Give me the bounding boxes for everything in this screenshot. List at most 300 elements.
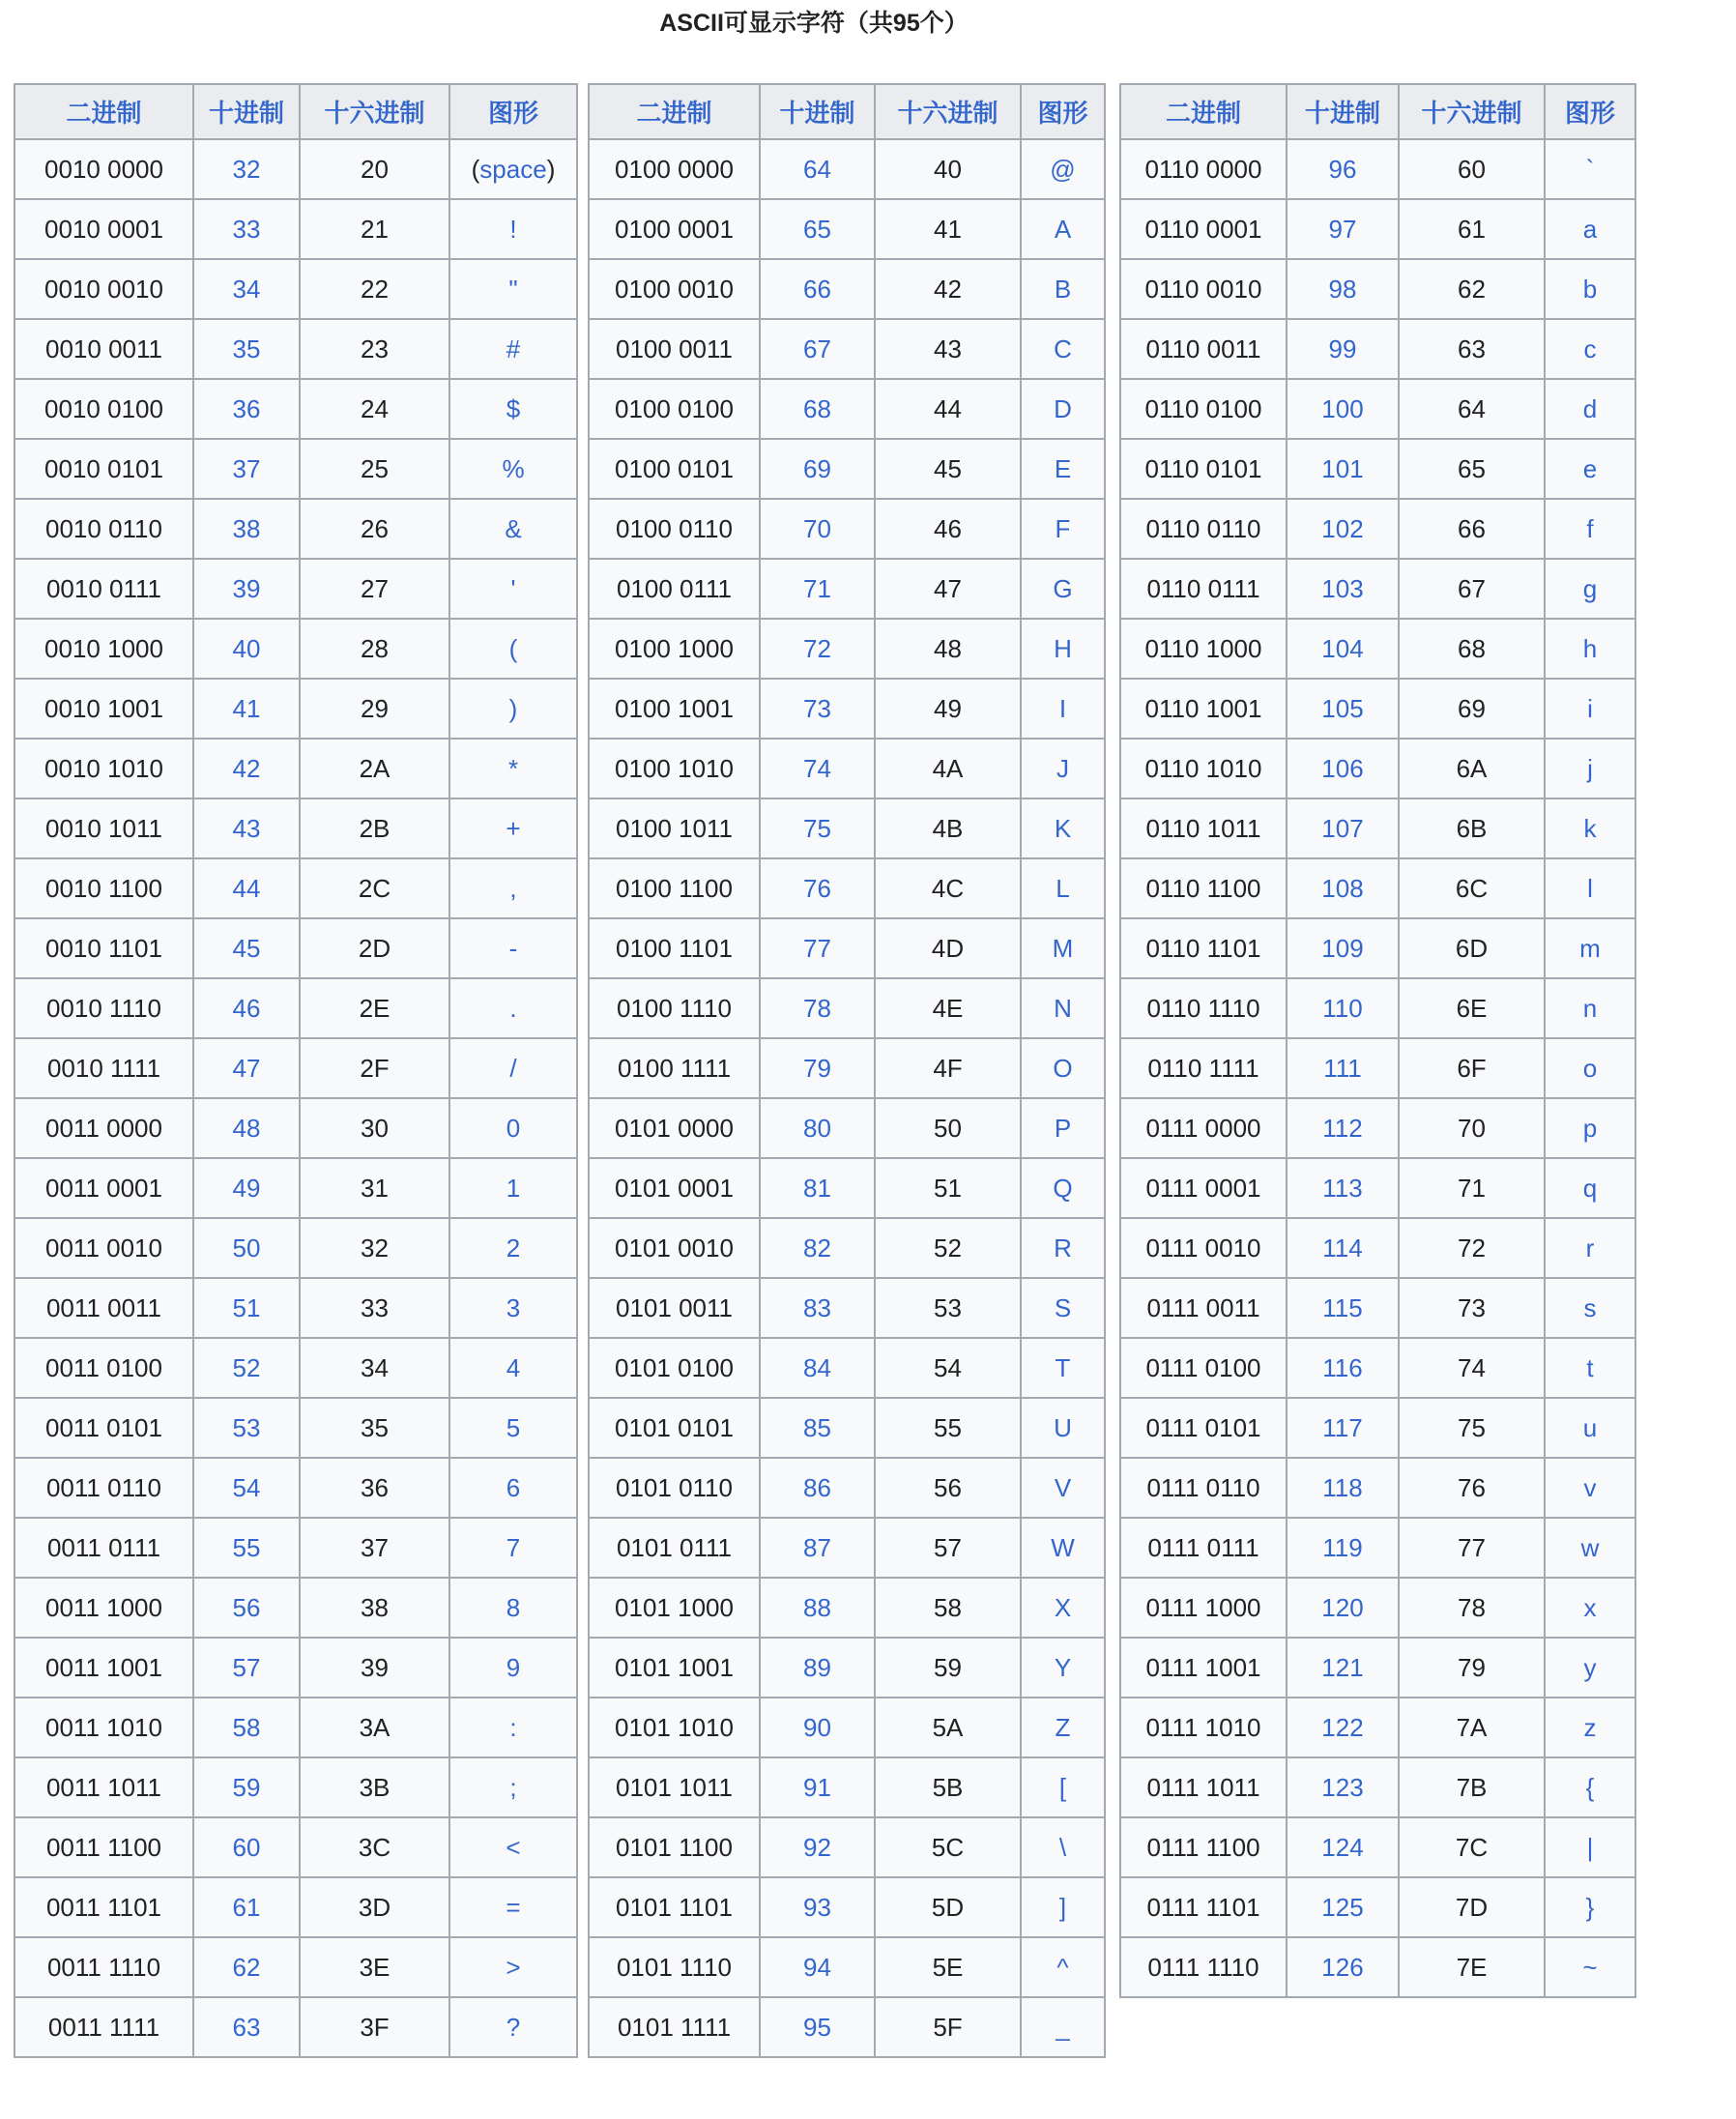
hex-cell: 21 xyxy=(300,199,449,259)
decimal-link[interactable]: 86 xyxy=(760,1458,875,1518)
decimal-link[interactable]: 102 xyxy=(1287,499,1399,559)
glyph-link[interactable]: 8 xyxy=(449,1578,577,1638)
decimal-link[interactable]: 83 xyxy=(760,1278,875,1338)
hex-cell: 67 xyxy=(1399,559,1545,619)
table-row xyxy=(1120,918,1635,978)
glyph-link[interactable]: k xyxy=(1545,798,1635,858)
decimal-link[interactable]: 74 xyxy=(760,739,875,798)
decimal-link[interactable]: 111 xyxy=(1287,1038,1399,1098)
col-header-hex[interactable]: 十六进制 xyxy=(875,84,1021,139)
decimal-link[interactable]: 34 xyxy=(193,259,300,319)
decimal-link[interactable]: 54 xyxy=(193,1458,300,1518)
glyph-link[interactable]: \ xyxy=(1021,1817,1105,1877)
decimal-link[interactable]: 40 xyxy=(193,619,300,679)
glyph-link[interactable]: K xyxy=(1021,798,1105,858)
glyph-link[interactable]: L xyxy=(1021,858,1105,918)
decimal-link[interactable]: 105 xyxy=(1287,679,1399,739)
table-row xyxy=(1120,619,1635,679)
hex-cell: 22 xyxy=(300,259,449,319)
decimal-link[interactable]: 124 xyxy=(1287,1817,1399,1877)
glyph-link[interactable]: ! xyxy=(449,199,577,259)
col-header-decimal[interactable]: 十进制 xyxy=(1287,84,1399,139)
glyph-link[interactable]: s xyxy=(1545,1278,1635,1338)
decimal-link[interactable]: 60 xyxy=(193,1817,300,1877)
glyph-link[interactable]: M xyxy=(1021,918,1105,978)
glyph-link[interactable]: 3 xyxy=(449,1278,577,1338)
decimal-link[interactable]: 123 xyxy=(1287,1757,1399,1817)
glyph-link[interactable]: " xyxy=(449,259,577,319)
col-header-glyph[interactable]: 图形 xyxy=(449,84,577,139)
col-header-binary[interactable]: 二进制 xyxy=(1120,84,1287,139)
binary-cell: 0010 0110 xyxy=(14,499,193,559)
glyph-link[interactable]: ; xyxy=(449,1757,577,1817)
decimal-link[interactable]: 110 xyxy=(1287,978,1399,1038)
decimal-link[interactable]: 57 xyxy=(193,1638,300,1698)
decimal-link[interactable]: 52 xyxy=(193,1338,300,1398)
decimal-link[interactable]: 120 xyxy=(1287,1578,1399,1638)
table-row xyxy=(589,139,1105,199)
decimal-link[interactable]: 43 xyxy=(193,798,300,858)
glyph-link[interactable]: & xyxy=(449,499,577,559)
table-row xyxy=(14,439,577,499)
glyph-link[interactable]: 6 xyxy=(449,1458,577,1518)
decimal-link[interactable]: 46 xyxy=(193,978,300,1038)
decimal-link[interactable]: 85 xyxy=(760,1398,875,1458)
decimal-link[interactable]: 62 xyxy=(193,1937,300,1997)
glyph-link[interactable]: ] xyxy=(1021,1877,1105,1937)
glyph-link[interactable]: ) xyxy=(449,679,577,739)
decimal-link[interactable]: 119 xyxy=(1287,1518,1399,1578)
decimal-link[interactable]: 112 xyxy=(1287,1098,1399,1158)
decimal-link[interactable]: 71 xyxy=(760,559,875,619)
decimal-link[interactable]: 72 xyxy=(760,619,875,679)
glyph-link[interactable]: v xyxy=(1545,1458,1635,1518)
glyph-link[interactable]: @ xyxy=(1021,139,1105,199)
table-row xyxy=(14,1458,577,1518)
binary-cell: 0110 0001 xyxy=(1120,199,1287,259)
decimal-link[interactable]: 98 xyxy=(1287,259,1399,319)
table-row xyxy=(1120,978,1635,1038)
binary-cell: 0010 1011 xyxy=(14,798,193,858)
header-row xyxy=(1120,84,1635,139)
decimal-link[interactable]: 122 xyxy=(1287,1698,1399,1757)
table-row xyxy=(1120,439,1635,499)
hex-cell: 5E xyxy=(875,1937,1021,1997)
tables-row xyxy=(14,83,1614,2058)
glyph-link[interactable]: f xyxy=(1545,499,1635,559)
binary-cell: 0101 1011 xyxy=(589,1757,760,1817)
glyph-link[interactable]: c xyxy=(1545,319,1635,379)
decimal-link[interactable]: 104 xyxy=(1287,619,1399,679)
binary-cell: 0011 1100 xyxy=(14,1817,193,1877)
glyph-link[interactable]: R xyxy=(1021,1218,1105,1278)
glyph-link[interactable]: [ xyxy=(1021,1757,1105,1817)
binary-cell: 0011 0110 xyxy=(14,1458,193,1518)
glyph-link[interactable]: l xyxy=(1545,858,1635,918)
glyph-link[interactable]: : xyxy=(449,1698,577,1757)
decimal-link[interactable]: 101 xyxy=(1287,439,1399,499)
glyph-link[interactable]: 2 xyxy=(449,1218,577,1278)
glyph-link[interactable]: % xyxy=(449,439,577,499)
table-row xyxy=(1120,858,1635,918)
glyph-link[interactable]: $ xyxy=(449,379,577,439)
decimal-link[interactable]: 42 xyxy=(193,739,300,798)
glyph-link[interactable]: X xyxy=(1021,1578,1105,1638)
glyph-link[interactable]: t xyxy=(1545,1338,1635,1398)
glyph-link[interactable]: g xyxy=(1545,559,1635,619)
decimal-link[interactable]: 51 xyxy=(193,1278,300,1338)
decimal-link[interactable]: 44 xyxy=(193,858,300,918)
glyph-link[interactable]: P xyxy=(1021,1098,1105,1158)
ascii-table-64-95 xyxy=(588,83,1106,2058)
decimal-link[interactable]: 81 xyxy=(760,1158,875,1218)
glyph-link[interactable]: F xyxy=(1021,499,1105,559)
table-row xyxy=(14,1518,577,1578)
glyph-link[interactable]: p xyxy=(1545,1098,1635,1158)
glyph-link[interactable]: > xyxy=(449,1937,577,1997)
glyph-link[interactable]: + xyxy=(449,798,577,858)
glyph-link[interactable]: r xyxy=(1545,1218,1635,1278)
hex-cell: 50 xyxy=(875,1098,1021,1158)
glyph-link[interactable]: 5 xyxy=(449,1398,577,1458)
binary-cell: 0110 1111 xyxy=(1120,1038,1287,1098)
glyph-link[interactable]: } xyxy=(1545,1877,1635,1937)
decimal-link[interactable]: 49 xyxy=(193,1158,300,1218)
decimal-link[interactable]: 117 xyxy=(1287,1398,1399,1458)
glyph-link[interactable]: V xyxy=(1021,1458,1105,1518)
decimal-link[interactable]: 73 xyxy=(760,679,875,739)
table-row xyxy=(14,1578,577,1638)
glyph-link[interactable]: _ xyxy=(1021,1997,1105,2057)
binary-cell: 0111 1000 xyxy=(1120,1578,1287,1638)
hex-cell: 7C xyxy=(1399,1817,1545,1877)
decimal-link[interactable]: 70 xyxy=(760,499,875,559)
glyph-link[interactable]: ` xyxy=(1545,139,1635,199)
col-header-decimal[interactable]: 十进制 xyxy=(193,84,300,139)
decimal-link[interactable]: 125 xyxy=(1287,1877,1399,1937)
decimal-link[interactable]: 79 xyxy=(760,1038,875,1098)
col-header-binary[interactable]: 二进制 xyxy=(14,84,193,139)
binary-cell: 0100 0101 xyxy=(589,439,760,499)
binary-cell: 0010 0100 xyxy=(14,379,193,439)
glyph-link[interactable]: | xyxy=(1545,1817,1635,1877)
binary-cell: 0010 1110 xyxy=(14,978,193,1038)
glyph-link[interactable]: m xyxy=(1545,918,1635,978)
binary-cell: 0110 1101 xyxy=(1120,918,1287,978)
binary-cell: 0110 0011 xyxy=(1120,319,1287,379)
glyph-link[interactable]: U xyxy=(1021,1398,1105,1458)
glyph-link[interactable]: 7 xyxy=(449,1518,577,1578)
binary-cell: 0101 1111 xyxy=(589,1997,760,2057)
decimal-link[interactable]: 106 xyxy=(1287,739,1399,798)
decimal-link[interactable]: 92 xyxy=(760,1817,875,1877)
decimal-link[interactable]: 88 xyxy=(760,1578,875,1638)
decimal-link[interactable]: 115 xyxy=(1287,1278,1399,1338)
glyph-link[interactable]: 0 xyxy=(449,1098,577,1158)
glyph-link[interactable]: 9 xyxy=(449,1638,577,1698)
decimal-link[interactable]: 91 xyxy=(760,1757,875,1817)
binary-cell: 0111 1110 xyxy=(1120,1937,1287,1997)
hex-cell: 62 xyxy=(1399,259,1545,319)
binary-cell: 0100 1110 xyxy=(589,978,760,1038)
table-row xyxy=(14,379,577,439)
decimal-link[interactable]: 107 xyxy=(1287,798,1399,858)
decimal-link[interactable]: 87 xyxy=(760,1518,875,1578)
table-row xyxy=(1120,1098,1635,1158)
decimal-link[interactable]: 56 xyxy=(193,1578,300,1638)
decimal-link[interactable]: 109 xyxy=(1287,918,1399,978)
glyph-link[interactable]: ( xyxy=(449,619,577,679)
binary-cell: 0101 0101 xyxy=(589,1398,760,1458)
col-header-binary[interactable]: 二进制 xyxy=(589,84,760,139)
glyph-link[interactable]: 1 xyxy=(449,1158,577,1218)
glyph-link[interactable]: j xyxy=(1545,739,1635,798)
glyph-link[interactable]: N xyxy=(1021,978,1105,1038)
decimal-link[interactable]: 32 xyxy=(193,139,300,199)
table-row xyxy=(589,259,1105,319)
binary-cell: 0111 1001 xyxy=(1120,1638,1287,1698)
glyph-link[interactable]: a xyxy=(1545,199,1635,259)
decimal-link[interactable]: 121 xyxy=(1287,1638,1399,1698)
table-row xyxy=(1120,1218,1635,1278)
glyph-link[interactable]: u xyxy=(1545,1398,1635,1458)
decimal-link[interactable]: 116 xyxy=(1287,1338,1399,1398)
decimal-link[interactable]: 67 xyxy=(760,319,875,379)
decimal-link[interactable]: 58 xyxy=(193,1698,300,1757)
glyph-link[interactable]: b xyxy=(1545,259,1635,319)
decimal-link[interactable]: 48 xyxy=(193,1098,300,1158)
decimal-link[interactable]: 114 xyxy=(1287,1218,1399,1278)
decimal-link[interactable]: 93 xyxy=(760,1877,875,1937)
glyph-link[interactable]: o xyxy=(1545,1038,1635,1098)
table-row xyxy=(589,619,1105,679)
decimal-link[interactable]: 90 xyxy=(760,1698,875,1757)
binary-cell: 0101 1101 xyxy=(589,1877,760,1937)
table-row xyxy=(589,1518,1105,1578)
glyph-link[interactable]: B xyxy=(1021,259,1105,319)
table-row xyxy=(1120,259,1635,319)
binary-cell: 0010 0000 xyxy=(14,139,193,199)
hex-cell: 73 xyxy=(1399,1278,1545,1338)
decimal-link[interactable]: 100 xyxy=(1287,379,1399,439)
decimal-link[interactable]: 99 xyxy=(1287,319,1399,379)
table-row xyxy=(589,1158,1105,1218)
decimal-link[interactable]: 103 xyxy=(1287,559,1399,619)
decimal-link[interactable]: 113 xyxy=(1287,1158,1399,1218)
glyph-link[interactable]: x xyxy=(1545,1578,1635,1638)
glyph-link[interactable]: H xyxy=(1021,619,1105,679)
table-row xyxy=(1120,1698,1635,1757)
table-row xyxy=(589,1698,1105,1757)
col-header-hex[interactable]: 十六进制 xyxy=(300,84,449,139)
glyph-link[interactable]: (space) xyxy=(449,139,577,199)
decimal-link[interactable]: 76 xyxy=(760,858,875,918)
hex-cell: 3C xyxy=(300,1817,449,1877)
hex-cell: 2C xyxy=(300,858,449,918)
decimal-link[interactable]: 36 xyxy=(193,379,300,439)
table-row xyxy=(589,1937,1105,1997)
decimal-link[interactable]: 47 xyxy=(193,1038,300,1098)
binary-cell: 0110 0111 xyxy=(1120,559,1287,619)
hex-cell: 6D xyxy=(1399,918,1545,978)
decimal-link[interactable]: 68 xyxy=(760,379,875,439)
hex-cell: 2A xyxy=(300,739,449,798)
decimal-link[interactable]: 38 xyxy=(193,499,300,559)
table-row xyxy=(1120,739,1635,798)
glyph-link[interactable]: ' xyxy=(449,559,577,619)
decimal-link[interactable]: 75 xyxy=(760,798,875,858)
decimal-link[interactable]: 66 xyxy=(760,259,875,319)
hex-cell: 2E xyxy=(300,978,449,1038)
glyph-link[interactable]: , xyxy=(449,858,577,918)
glyph-link[interactable]: ^ xyxy=(1021,1937,1105,1997)
decimal-link[interactable]: 53 xyxy=(193,1398,300,1458)
decimal-link[interactable]: 95 xyxy=(760,1997,875,2057)
glyph-link[interactable]: n xyxy=(1545,978,1635,1038)
decimal-link[interactable]: 45 xyxy=(193,918,300,978)
binary-cell: 0110 0101 xyxy=(1120,439,1287,499)
table-row xyxy=(14,1698,577,1757)
decimal-link[interactable]: 96 xyxy=(1287,139,1399,199)
glyph-link[interactable]: { xyxy=(1545,1757,1635,1817)
glyph-link[interactable]: d xyxy=(1545,379,1635,439)
decimal-link[interactable]: 84 xyxy=(760,1338,875,1398)
decimal-link[interactable]: 37 xyxy=(193,439,300,499)
decimal-link[interactable]: 33 xyxy=(193,199,300,259)
decimal-link[interactable]: 55 xyxy=(193,1518,300,1578)
hex-cell: 6B xyxy=(1399,798,1545,858)
decimal-link[interactable]: 126 xyxy=(1287,1937,1399,1997)
decimal-link[interactable]: 59 xyxy=(193,1757,300,1817)
space-link[interactable]: space xyxy=(479,154,547,184)
decimal-link[interactable]: 78 xyxy=(760,978,875,1038)
hex-cell: 5B xyxy=(875,1757,1021,1817)
hex-cell: 64 xyxy=(1399,379,1545,439)
glyph-link[interactable]: W xyxy=(1021,1518,1105,1578)
glyph-link[interactable]: O xyxy=(1021,1038,1105,1098)
table-row xyxy=(14,739,577,798)
glyph-link[interactable]: Q xyxy=(1021,1158,1105,1218)
hex-cell: 75 xyxy=(1399,1398,1545,1458)
table-row xyxy=(589,1458,1105,1518)
binary-cell: 0011 0001 xyxy=(14,1158,193,1218)
hex-cell: 4D xyxy=(875,918,1021,978)
glyph-link[interactable]: J xyxy=(1021,739,1105,798)
glyph-link[interactable]: < xyxy=(449,1817,577,1877)
glyph-link[interactable]: D xyxy=(1021,379,1105,439)
hex-cell: 77 xyxy=(1399,1518,1545,1578)
glyph-link[interactable]: z xyxy=(1545,1698,1635,1757)
col-header-decimal[interactable]: 十进制 xyxy=(760,84,875,139)
glyph-link[interactable]: T xyxy=(1021,1338,1105,1398)
ascii-table-32-63 xyxy=(14,83,578,2058)
binary-cell: 0110 1000 xyxy=(1120,619,1287,679)
glyph-link[interactable]: I xyxy=(1021,679,1105,739)
hex-cell: 2D xyxy=(300,918,449,978)
glyph-link[interactable]: y xyxy=(1545,1638,1635,1698)
table-row xyxy=(589,858,1105,918)
decimal-link[interactable]: 69 xyxy=(760,439,875,499)
hex-cell: 78 xyxy=(1399,1578,1545,1638)
table-row xyxy=(589,1218,1105,1278)
binary-cell: 0110 1011 xyxy=(1120,798,1287,858)
table-row xyxy=(14,798,577,858)
hex-cell: 5F xyxy=(875,1997,1021,2057)
binary-cell: 0010 0111 xyxy=(14,559,193,619)
hex-cell: 46 xyxy=(875,499,1021,559)
decimal-link[interactable]: 80 xyxy=(760,1098,875,1158)
decimal-link[interactable]: 77 xyxy=(760,918,875,978)
glyph-link[interactable]: e xyxy=(1545,439,1635,499)
hex-cell: 71 xyxy=(1399,1158,1545,1218)
decimal-link[interactable]: 82 xyxy=(760,1218,875,1278)
decimal-link[interactable]: 50 xyxy=(193,1218,300,1278)
hex-cell: 72 xyxy=(1399,1218,1545,1278)
col-header-hex[interactable]: 十六进制 xyxy=(1399,84,1545,139)
glyph-link[interactable]: q xyxy=(1545,1158,1635,1218)
decimal-link[interactable]: 94 xyxy=(760,1937,875,1997)
hex-cell: 41 xyxy=(875,199,1021,259)
decimal-link[interactable]: 108 xyxy=(1287,858,1399,918)
hex-cell: 26 xyxy=(300,499,449,559)
table-row xyxy=(1120,559,1635,619)
glyph-link[interactable]: - xyxy=(449,918,577,978)
glyph-link[interactable]: Z xyxy=(1021,1698,1105,1757)
col-header-glyph[interactable]: 图形 xyxy=(1021,84,1105,139)
glyph-link[interactable]: A xyxy=(1021,199,1105,259)
glyph-link[interactable]: = xyxy=(449,1877,577,1937)
binary-cell: 0100 1111 xyxy=(589,1038,760,1098)
glyph-link[interactable]: i xyxy=(1545,679,1635,739)
hex-cell: 24 xyxy=(300,379,449,439)
glyph-link[interactable]: G xyxy=(1021,559,1105,619)
decimal-link[interactable]: 65 xyxy=(760,199,875,259)
glyph-link[interactable]: # xyxy=(449,319,577,379)
glyph-link[interactable]: 4 xyxy=(449,1338,577,1398)
table-row xyxy=(589,1398,1105,1458)
decimal-link[interactable]: 97 xyxy=(1287,199,1399,259)
glyph-link[interactable]: E xyxy=(1021,439,1105,499)
table-row xyxy=(14,1877,577,1937)
binary-cell: 0100 1000 xyxy=(589,619,760,679)
glyph-link[interactable]: . xyxy=(449,978,577,1038)
hex-cell: 51 xyxy=(875,1158,1021,1218)
decimal-link[interactable]: 64 xyxy=(760,139,875,199)
decimal-link[interactable]: 61 xyxy=(193,1877,300,1937)
hex-cell: 4E xyxy=(875,978,1021,1038)
glyph-link[interactable]: C xyxy=(1021,319,1105,379)
glyph-link[interactable]: / xyxy=(449,1038,577,1098)
glyph-link[interactable]: Y xyxy=(1021,1638,1105,1698)
binary-cell: 0111 1100 xyxy=(1120,1817,1287,1877)
glyph-link[interactable]: ? xyxy=(449,1997,577,2057)
glyph-link[interactable]: w xyxy=(1545,1518,1635,1578)
table-row xyxy=(1120,199,1635,259)
glyph-link[interactable]: S xyxy=(1021,1278,1105,1338)
decimal-link[interactable]: 63 xyxy=(193,1997,300,2057)
binary-cell: 0100 0111 xyxy=(589,559,760,619)
glyph-link[interactable]: h xyxy=(1545,619,1635,679)
decimal-link[interactable]: 118 xyxy=(1287,1458,1399,1518)
decimal-link[interactable]: 41 xyxy=(193,679,300,739)
decimal-link[interactable]: 39 xyxy=(193,559,300,619)
glyph-link[interactable]: ~ xyxy=(1545,1937,1635,1997)
decimal-link[interactable]: 35 xyxy=(193,319,300,379)
col-header-glyph[interactable]: 图形 xyxy=(1545,84,1635,139)
glyph-link[interactable]: * xyxy=(449,739,577,798)
decimal-link[interactable]: 89 xyxy=(760,1638,875,1698)
hex-cell: 27 xyxy=(300,559,449,619)
